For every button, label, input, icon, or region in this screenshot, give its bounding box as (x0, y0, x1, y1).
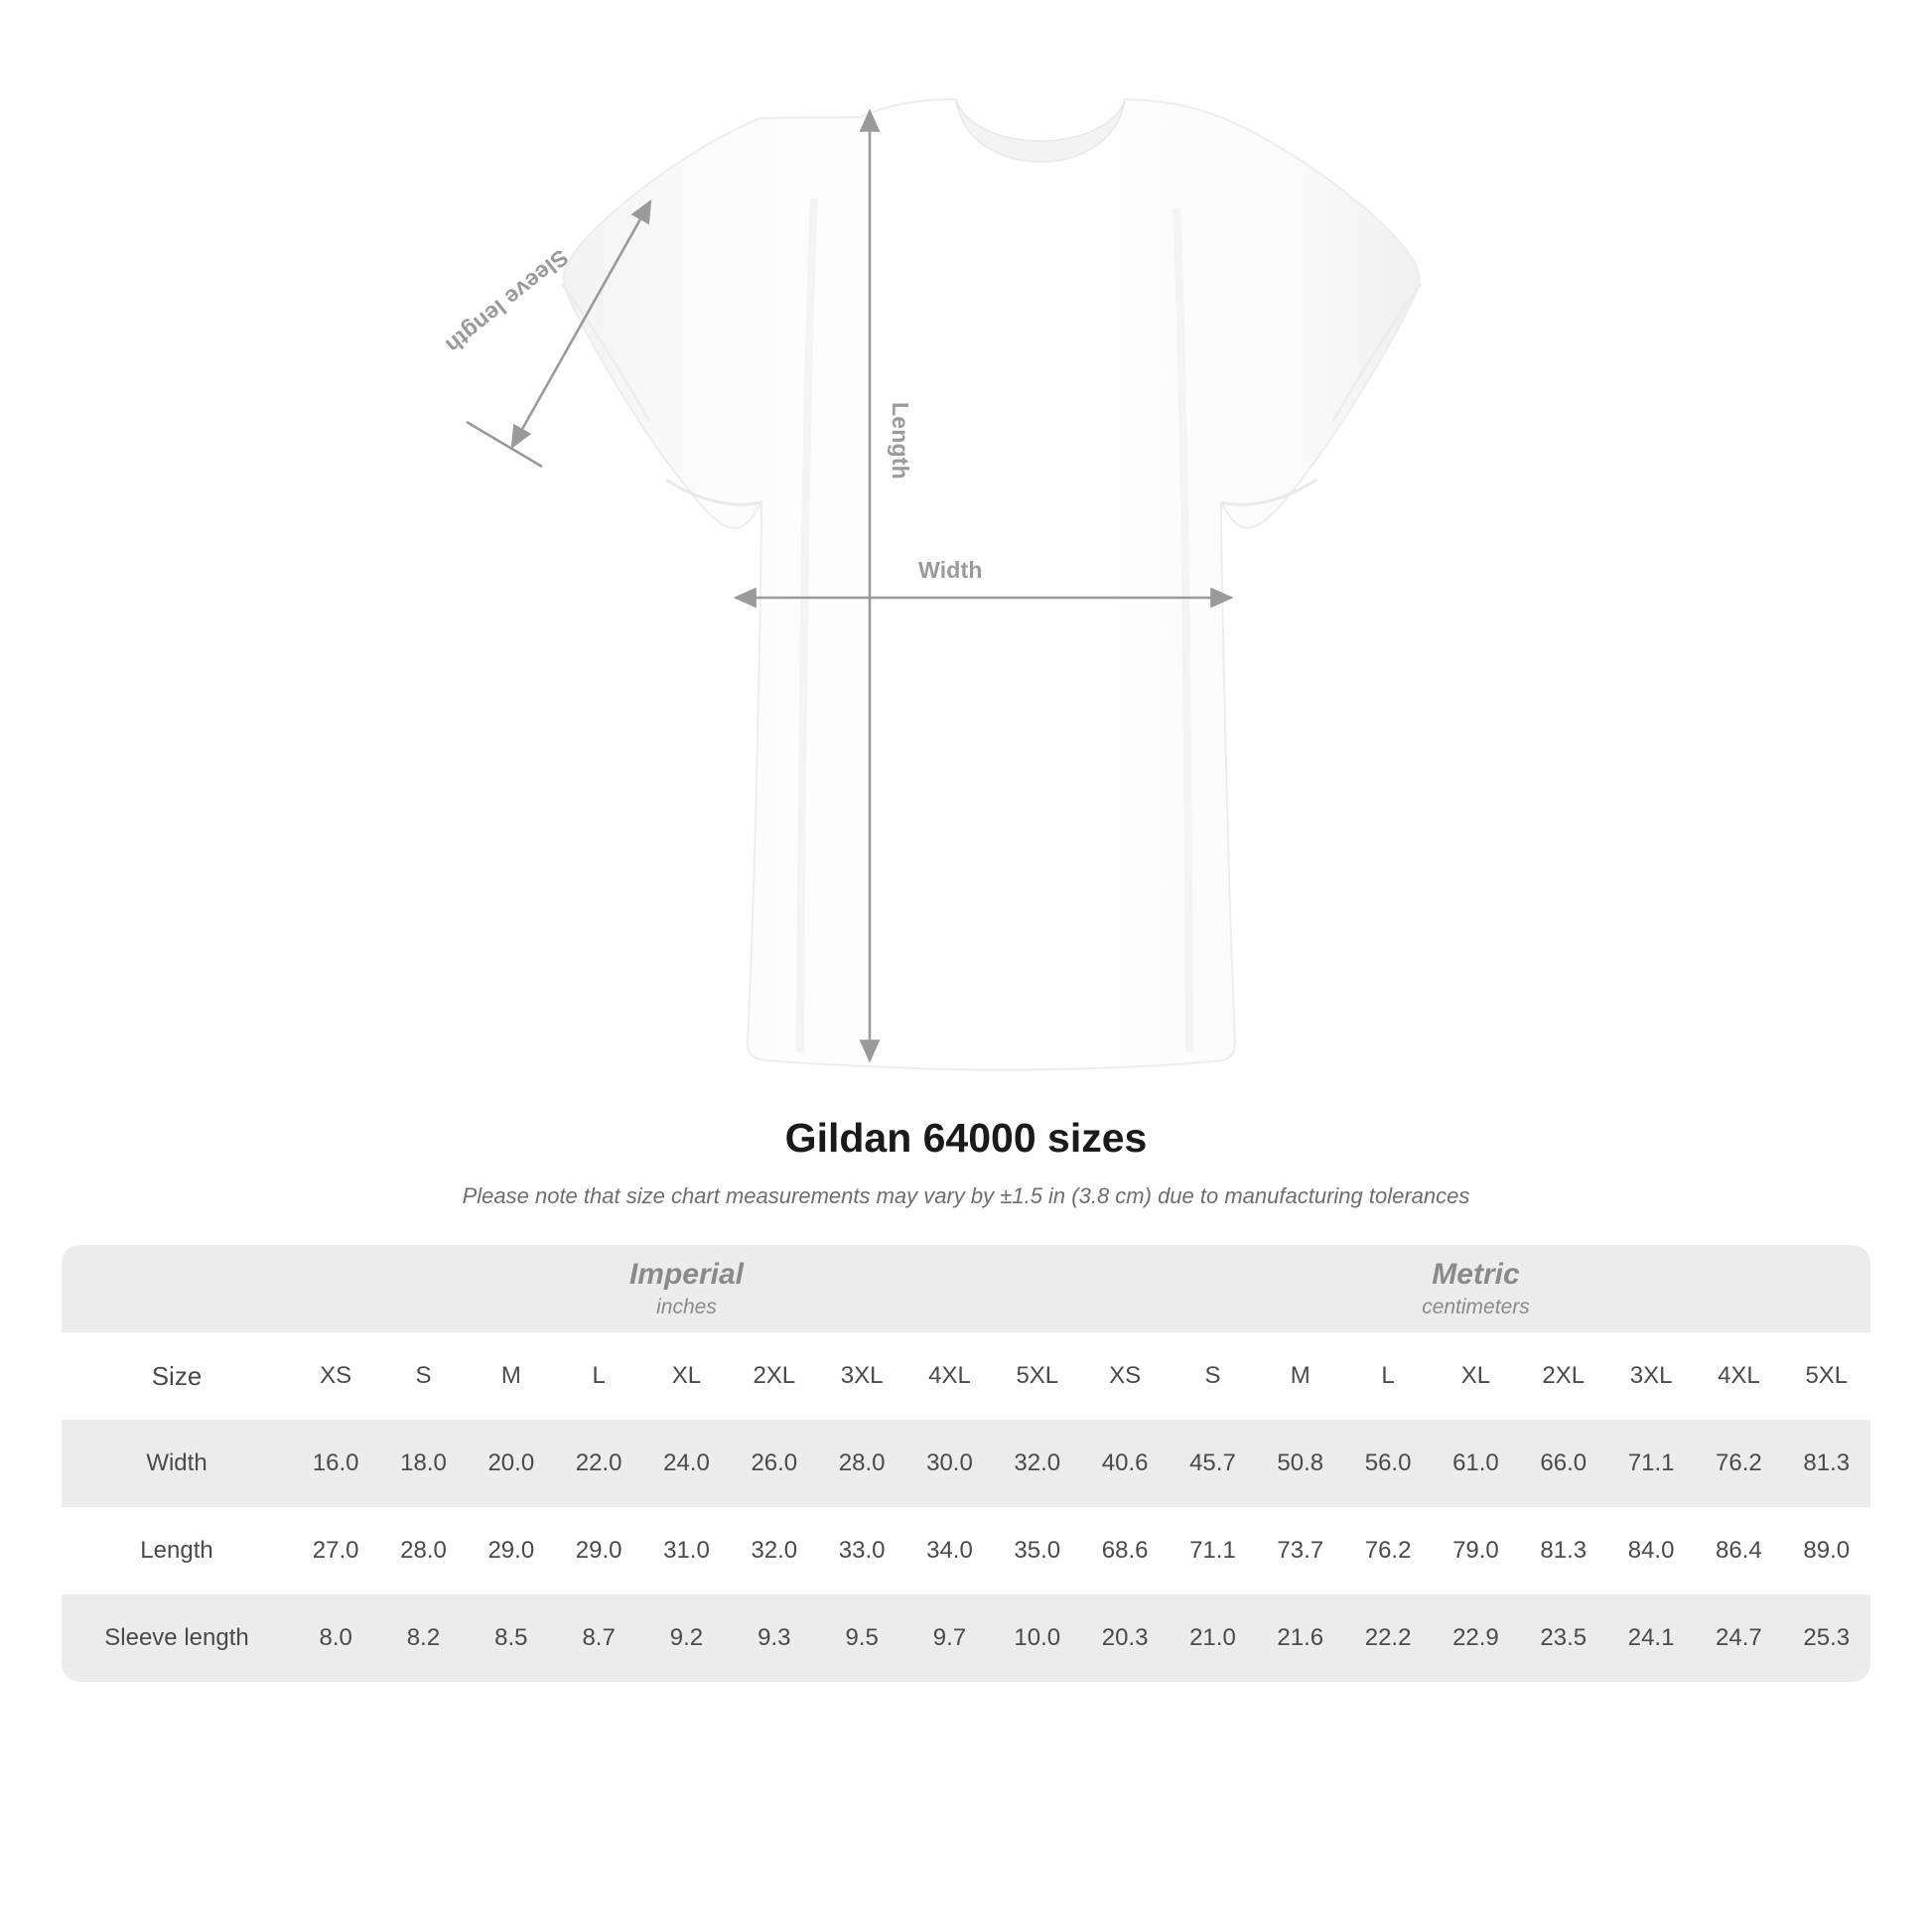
size-header-cell: 2XL (731, 1332, 818, 1420)
table-cell: 22.0 (555, 1420, 642, 1507)
unit-header-row (62, 1245, 1870, 1332)
table-cell: 20.0 (468, 1420, 555, 1507)
table-cell: 76.2 (1344, 1507, 1432, 1594)
table-cell: 50.8 (1257, 1420, 1344, 1507)
size-table-container (62, 1245, 1870, 1682)
table-cell: 25.3 (1783, 1594, 1870, 1682)
table-cell: 79.0 (1432, 1507, 1519, 1594)
table-cell: 32.0 (994, 1420, 1081, 1507)
size-header-cell: XS (292, 1332, 379, 1420)
table-cell: 21.6 (1257, 1594, 1344, 1682)
table-cell: 89.0 (1783, 1507, 1870, 1594)
table-cell: 30.0 (905, 1420, 993, 1507)
table-cell: 9.7 (905, 1594, 993, 1682)
table-cell: 33.0 (818, 1507, 905, 1594)
table-cell: 29.0 (555, 1507, 642, 1594)
unit-imperial-title: Imperial (628, 1257, 744, 1291)
table-cell: 8.2 (379, 1594, 467, 1682)
size-header-cell: 3XL (818, 1332, 905, 1420)
table-cell: 8.0 (292, 1594, 379, 1682)
table-cell: 26.0 (731, 1420, 818, 1507)
size-header-cell: 5XL (1783, 1332, 1870, 1420)
size-header-row (62, 1332, 1870, 1420)
table-cell: 76.2 (1695, 1420, 1782, 1507)
table-cell: 31.0 (642, 1507, 730, 1594)
size-header-cell: S (1169, 1332, 1256, 1420)
table-cell: 56.0 (1344, 1420, 1432, 1507)
table-cell: 18.0 (379, 1420, 467, 1507)
tolerance-note: Please note that size chart measurements may vary by ±1.5 in (3.8 cm) due to manufacturing tolerances (462, 1183, 1470, 1208)
size-header-cell: 4XL (905, 1332, 993, 1420)
size-header-cell: M (468, 1332, 555, 1420)
size-header-cell: L (1344, 1332, 1432, 1420)
size-header-cell: 3XL (1607, 1332, 1695, 1420)
tshirt-shape (562, 99, 1421, 1070)
table-cell: 23.5 (1520, 1594, 1607, 1682)
page-title: Gildan 64000 sizes (784, 1115, 1148, 1161)
table-cell: 84.0 (1607, 1507, 1695, 1594)
table-cell: 86.4 (1695, 1507, 1782, 1594)
size-header-cell: XL (1432, 1332, 1519, 1420)
size-header-cell: XL (642, 1332, 730, 1420)
size-corner-label: Size (62, 1332, 292, 1420)
table-cell: 8.7 (555, 1594, 642, 1682)
width-label: Width (918, 557, 983, 583)
table-cell: 34.0 (905, 1507, 993, 1594)
table-row (62, 1594, 1870, 1682)
size-header-cell: S (379, 1332, 467, 1420)
table-cell: 71.1 (1169, 1507, 1256, 1594)
length-label: Length (888, 402, 913, 480)
size-header-cell: 2XL (1520, 1332, 1607, 1420)
table-cell: 81.3 (1520, 1507, 1607, 1594)
table-cell: 9.3 (731, 1594, 818, 1682)
table-cell: 24.7 (1695, 1594, 1782, 1682)
table-cell: 16.0 (292, 1420, 379, 1507)
sleeve-end-tick (467, 422, 542, 467)
unit-metric-title: Metric (1432, 1257, 1520, 1291)
table-cell: 10.0 (994, 1594, 1081, 1682)
table-cell: 45.7 (1169, 1420, 1256, 1507)
row-label: Length (62, 1507, 292, 1594)
row-label: Sleeve length (62, 1594, 292, 1682)
table-cell: 73.7 (1257, 1507, 1344, 1594)
table-cell: 22.9 (1432, 1594, 1519, 1682)
table-cell: 35.0 (994, 1507, 1081, 1594)
table-cell: 29.0 (468, 1507, 555, 1594)
table-cell: 24.1 (1607, 1594, 1695, 1682)
table-cell: 22.2 (1344, 1594, 1432, 1682)
table-cell: 68.6 (1081, 1507, 1169, 1594)
table-row (62, 1507, 1870, 1594)
table-cell: 9.5 (818, 1594, 905, 1682)
table-cell: 81.3 (1783, 1420, 1870, 1507)
size-header-cell: M (1257, 1332, 1344, 1420)
size-header-cell: 4XL (1695, 1332, 1782, 1420)
sleeve-length-label: Sleeve length (441, 244, 574, 359)
size-table (62, 1245, 1870, 1682)
table-cell: 66.0 (1520, 1420, 1607, 1507)
unit-imperial-cell (292, 1245, 1081, 1332)
table-cell: 32.0 (731, 1507, 818, 1594)
size-header-cell: 5XL (994, 1332, 1081, 1420)
table-cell: 20.3 (1081, 1594, 1169, 1682)
table-cell: 40.6 (1081, 1420, 1169, 1507)
table-row (62, 1420, 1870, 1507)
unit-imperial-sub: inches (656, 1296, 717, 1319)
table-cell: 28.0 (818, 1420, 905, 1507)
table-cell: 27.0 (292, 1507, 379, 1594)
table-cell: 9.2 (642, 1594, 730, 1682)
unit-metric-cell (1081, 1245, 1870, 1332)
table-cell: 21.0 (1169, 1594, 1256, 1682)
size-header-cell: L (555, 1332, 642, 1420)
unit-metric-sub: centimeters (1422, 1296, 1530, 1319)
table-cell: 24.0 (642, 1420, 730, 1507)
table-cell: 8.5 (468, 1594, 555, 1682)
size-header-cell: XS (1081, 1332, 1169, 1420)
table-cell: 61.0 (1432, 1420, 1519, 1507)
table-cell: 28.0 (379, 1507, 467, 1594)
table-cell: 71.1 (1607, 1420, 1695, 1507)
row-label: Width (62, 1420, 292, 1507)
unit-corner-cell (62, 1245, 292, 1332)
